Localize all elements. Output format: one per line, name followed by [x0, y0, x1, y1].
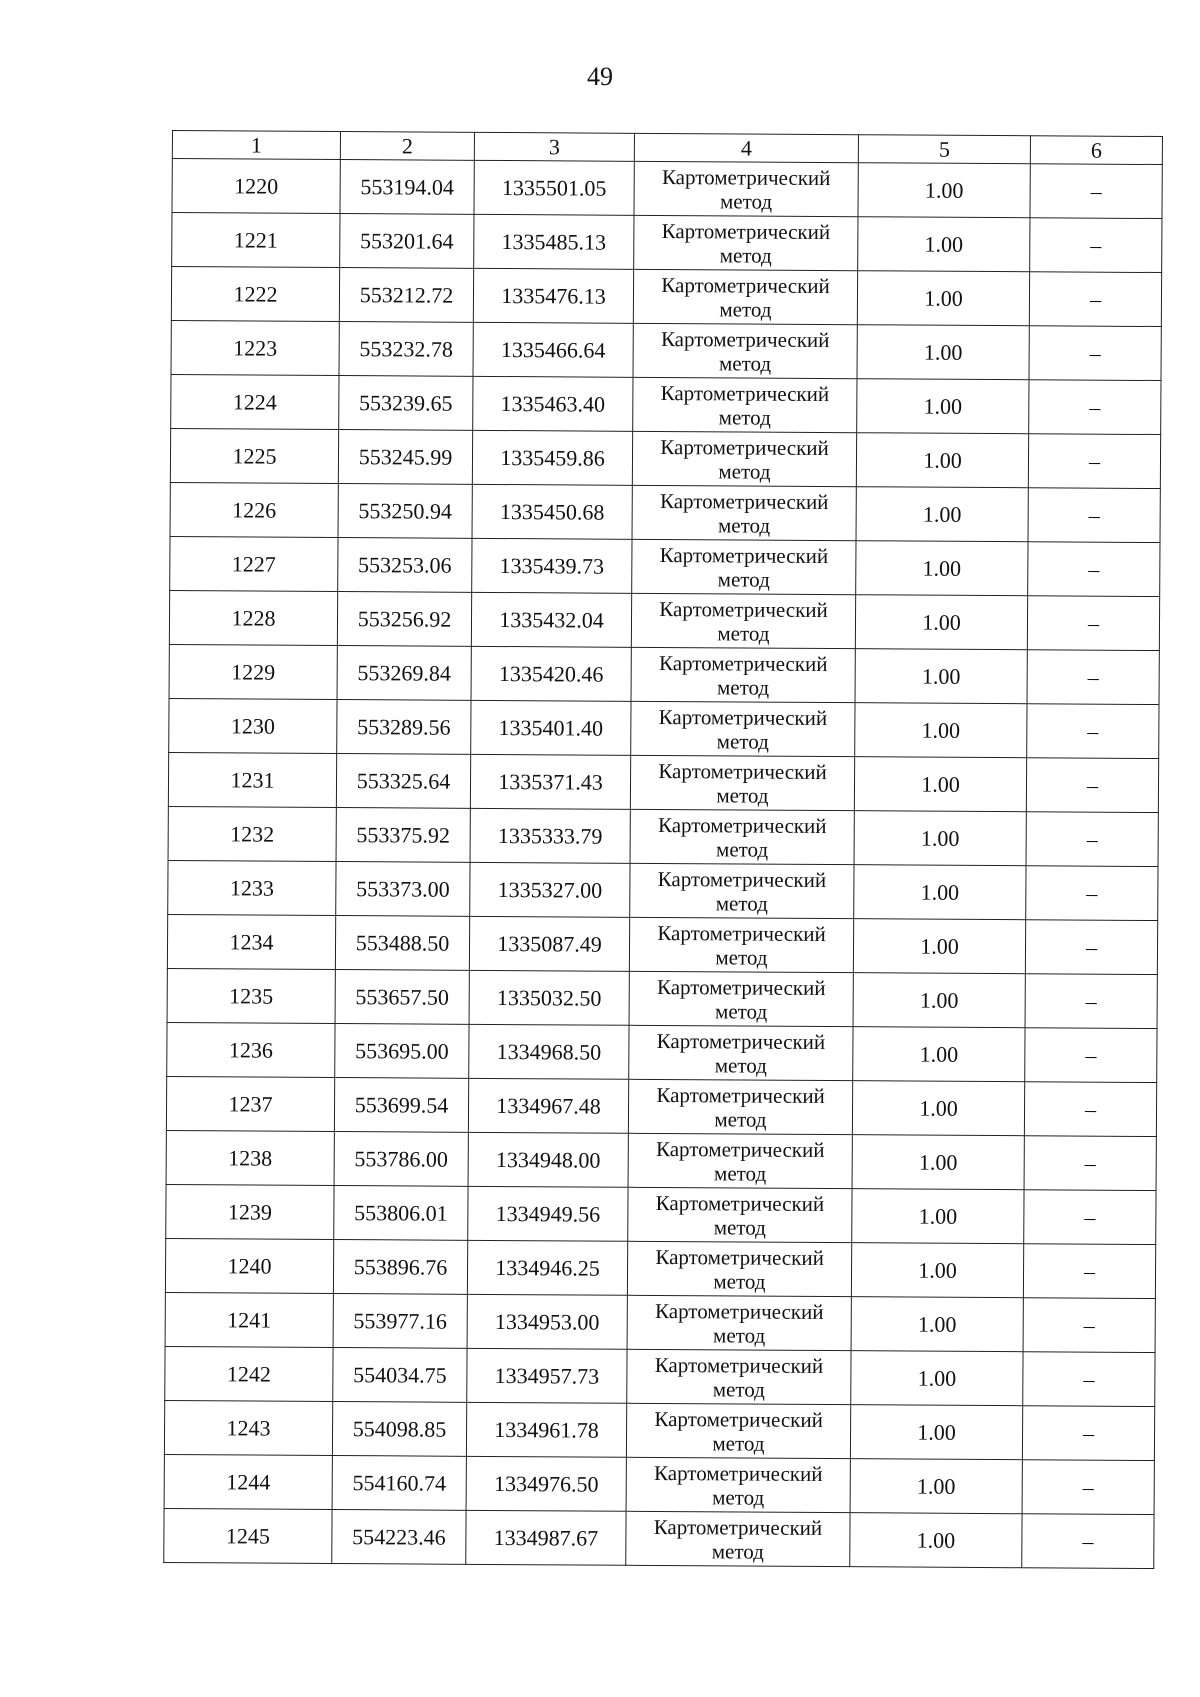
y-coordinate-cell: 1335466.64 — [473, 322, 633, 377]
method-line: метод — [719, 188, 773, 214]
method-line: Картометрический — [660, 434, 829, 460]
point-number-cell: 1229 — [169, 644, 337, 699]
y-coordinate-cell: 1334961.78 — [466, 1402, 626, 1457]
method-cell — [627, 1241, 851, 1296]
table-row — [164, 1400, 1154, 1460]
method-line: Картометрический — [653, 1514, 823, 1540]
method-line: метод — [717, 620, 770, 646]
method-cell — [633, 269, 857, 324]
accuracy-cell: 1.00 — [855, 703, 1027, 758]
table-row — [166, 1076, 1156, 1136]
accuracy-cell: 1.00 — [854, 865, 1026, 920]
method-cell — [628, 1079, 852, 1134]
method-line: метод — [714, 1052, 767, 1078]
note-cell: – — [1023, 1244, 1155, 1299]
x-coordinate-cell: 553269.84 — [337, 646, 471, 701]
method-line: метод — [715, 998, 768, 1024]
table-body — [164, 159, 1163, 1569]
method-line: Картометрический — [655, 1244, 824, 1270]
method-line: метод — [716, 674, 770, 700]
table-row — [165, 1238, 1155, 1298]
table-row — [165, 1292, 1155, 1352]
method-line: метод — [716, 782, 769, 808]
coordinates-table — [163, 130, 1163, 1569]
method-line: Картометрический — [659, 542, 829, 568]
method-cell — [633, 377, 857, 432]
method-line: Картометрический — [656, 1082, 825, 1108]
note-cell: – — [1024, 1082, 1156, 1137]
point-number-cell: 1223 — [171, 320, 339, 375]
x-coordinate-cell: 553232.78 — [339, 322, 473, 377]
accuracy-cell: 1.00 — [853, 919, 1025, 974]
point-number-cell: 1245 — [164, 1508, 332, 1563]
table-row — [168, 752, 1158, 812]
method-line: метод — [712, 1484, 765, 1510]
method-line: метод — [718, 350, 772, 376]
method-line: метод — [715, 836, 769, 862]
y-coordinate-cell: 1334957.73 — [467, 1348, 627, 1403]
method-line: Картометрический — [658, 704, 828, 730]
table-row — [167, 1022, 1157, 1082]
note-cell: – — [1023, 1298, 1155, 1353]
table-row — [170, 482, 1160, 542]
method-line: метод — [719, 242, 772, 268]
method-cell — [629, 917, 853, 972]
column-header: 1 — [172, 131, 340, 160]
note-cell: – — [1028, 488, 1160, 543]
accuracy-cell: 1.00 — [851, 1351, 1023, 1406]
method-cell — [630, 809, 854, 864]
y-coordinate-cell: 1334987.67 — [466, 1510, 626, 1565]
point-number-cell: 1242 — [165, 1346, 333, 1401]
point-number-cell: 1244 — [164, 1454, 332, 1509]
accuracy-cell: 1.00 — [850, 1513, 1022, 1568]
method-line: Картометрический — [655, 1190, 825, 1216]
y-coordinate-cell: 1335459.86 — [472, 430, 632, 485]
accuracy-cell: 1.00 — [858, 217, 1030, 272]
note-cell: – — [1026, 866, 1158, 921]
table-row — [164, 1454, 1154, 1514]
method-line: Картометрический — [661, 272, 830, 298]
x-coordinate-cell: 553786.00 — [334, 1132, 468, 1187]
x-coordinate-cell: 553657.50 — [335, 970, 469, 1025]
note-cell: – — [1026, 812, 1158, 867]
table-row — [168, 806, 1158, 866]
method-line: Картометрический — [658, 758, 827, 784]
point-number-cell: 1236 — [167, 1022, 335, 1077]
note-cell: – — [1022, 1406, 1154, 1461]
y-coordinate-cell: 1335401.40 — [471, 700, 631, 755]
x-coordinate-cell: 553245.99 — [338, 430, 472, 485]
page-number: 49 — [587, 62, 613, 91]
point-number-cell: 1243 — [164, 1400, 332, 1455]
note-cell: – — [1028, 542, 1160, 597]
method-cell — [634, 215, 858, 270]
method-line: метод — [714, 1160, 767, 1186]
point-number-cell: 1239 — [166, 1184, 334, 1239]
method-line: метод — [713, 1268, 766, 1294]
y-coordinate-cell: 1335439.73 — [472, 538, 632, 593]
table-row — [166, 1130, 1156, 1190]
table-row — [170, 428, 1160, 488]
method-cell — [626, 1511, 850, 1566]
method-line: метод — [712, 1376, 765, 1402]
note-cell: – — [1022, 1514, 1154, 1569]
accuracy-cell: 1.00 — [856, 541, 1028, 596]
accuracy-cell: 1.00 — [854, 757, 1026, 812]
x-coordinate-cell: 553806.01 — [334, 1186, 468, 1241]
x-coordinate-cell: 553325.64 — [336, 754, 470, 809]
column-header: 3 — [474, 132, 634, 161]
method-cell — [631, 647, 855, 702]
method-line: Картометрический — [654, 1352, 824, 1378]
x-coordinate-cell: 553375.92 — [336, 808, 470, 863]
y-coordinate-cell: 1334948.00 — [468, 1132, 628, 1187]
y-coordinate-cell: 1335371.43 — [470, 754, 630, 809]
accuracy-cell: 1.00 — [856, 487, 1028, 542]
y-coordinate-cell: 1335463.40 — [473, 376, 633, 431]
point-number-cell: 1225 — [170, 428, 338, 483]
method-line: Картометрический — [661, 164, 831, 190]
x-coordinate-cell: 554098.85 — [332, 1402, 466, 1457]
point-number-cell: 1226 — [170, 482, 338, 537]
note-cell: – — [1025, 974, 1157, 1029]
note-cell: – — [1024, 1136, 1156, 1191]
x-coordinate-cell: 553373.00 — [336, 862, 470, 917]
point-number-cell: 1233 — [168, 860, 336, 915]
table-row — [168, 860, 1158, 920]
method-line: метод — [714, 1106, 767, 1132]
note-cell: – — [1029, 326, 1161, 381]
point-number-cell: 1227 — [170, 536, 338, 591]
accuracy-cell: 1.00 — [853, 1027, 1025, 1082]
method-cell — [632, 431, 856, 486]
point-number-cell: 1240 — [165, 1238, 333, 1293]
method-line: метод — [711, 1538, 764, 1564]
method-cell — [627, 1295, 851, 1350]
accuracy-cell: 1.00 — [857, 379, 1029, 434]
point-number-cell: 1238 — [166, 1130, 334, 1185]
x-coordinate-cell: 553289.56 — [337, 700, 471, 755]
note-cell: – — [1023, 1352, 1155, 1407]
accuracy-cell: 1.00 — [856, 433, 1028, 488]
method-line: Картометрический — [660, 380, 830, 406]
accuracy-cell: 1.00 — [851, 1297, 1023, 1352]
method-cell — [631, 701, 855, 756]
point-number-cell: 1222 — [171, 267, 339, 322]
method-line: Картометрический — [655, 1136, 825, 1162]
point-number-cell: 1220 — [172, 159, 340, 214]
accuracy-cell: 1.00 — [852, 1081, 1024, 1136]
accuracy-cell: 1.00 — [850, 1459, 1022, 1514]
method-line: метод — [713, 1322, 766, 1348]
y-coordinate-cell: 1335327.00 — [470, 862, 630, 917]
column-header: 6 — [1030, 136, 1162, 165]
table-row — [165, 1346, 1155, 1406]
note-cell: – — [1029, 272, 1161, 327]
accuracy-cell: 1.00 — [850, 1405, 1022, 1460]
table-row — [171, 320, 1161, 380]
point-number-cell: 1224 — [171, 374, 339, 429]
table-row — [166, 1184, 1156, 1244]
method-line: метод — [717, 566, 770, 592]
x-coordinate-cell: 553201.64 — [340, 214, 474, 269]
method-line: Картометрический — [658, 650, 828, 676]
method-cell — [629, 971, 853, 1026]
method-line: метод — [713, 1214, 766, 1240]
method-cell — [630, 755, 854, 810]
y-coordinate-cell: 1334967.48 — [468, 1078, 628, 1133]
method-cell — [631, 593, 855, 648]
method-cell — [632, 539, 856, 594]
accuracy-cell: 1.00 — [852, 1189, 1024, 1244]
x-coordinate-cell: 553250.94 — [338, 484, 472, 539]
accuracy-cell: 1.00 — [857, 271, 1029, 326]
table-row — [171, 374, 1161, 434]
method-line: Картометрический — [657, 866, 827, 892]
y-coordinate-cell: 1335476.13 — [473, 268, 633, 323]
table-row — [171, 267, 1161, 327]
point-number-cell: 1231 — [168, 752, 336, 807]
method-line: Картометрический — [654, 1460, 823, 1486]
method-line: Картометрический — [659, 488, 829, 514]
method-line: Картометрический — [660, 326, 830, 352]
method-line: метод — [719, 296, 772, 322]
x-coordinate-cell: 553239.65 — [339, 376, 473, 431]
method-line: метод — [715, 944, 768, 970]
method-cell — [629, 1025, 853, 1080]
y-coordinate-cell: 1335032.50 — [469, 970, 629, 1025]
point-number-cell: 1235 — [167, 968, 335, 1023]
note-cell: – — [1022, 1460, 1154, 1515]
x-coordinate-cell: 553256.92 — [337, 592, 471, 647]
table-row — [169, 590, 1159, 650]
method-line: метод — [712, 1430, 765, 1456]
column-header: 2 — [340, 132, 474, 161]
x-coordinate-cell: 554223.46 — [332, 1510, 466, 1565]
y-coordinate-cell: 1335333.79 — [470, 808, 630, 863]
column-header: 5 — [858, 135, 1030, 164]
accuracy-cell: 1.00 — [858, 163, 1030, 218]
accuracy-cell: 1.00 — [855, 595, 1027, 650]
method-line: метод — [717, 512, 771, 538]
note-cell: – — [1028, 434, 1160, 489]
method-cell — [633, 323, 857, 378]
accuracy-cell: 1.00 — [851, 1243, 1023, 1298]
column-header: 4 — [634, 133, 858, 162]
x-coordinate-cell: 553488.50 — [335, 916, 469, 971]
point-number-cell: 1232 — [168, 806, 336, 861]
y-coordinate-cell: 1335450.68 — [472, 484, 632, 539]
method-line: Картометрический — [656, 1028, 826, 1054]
x-coordinate-cell: 553896.76 — [333, 1240, 467, 1295]
note-cell: – — [1030, 164, 1162, 219]
method-line: метод — [718, 404, 771, 430]
y-coordinate-cell: 1335501.05 — [474, 160, 634, 215]
x-coordinate-cell: 554034.75 — [333, 1348, 467, 1403]
note-cell: – — [1027, 650, 1159, 705]
method-cell — [626, 1457, 850, 1512]
table-row — [172, 213, 1162, 273]
y-coordinate-cell: 1334976.50 — [466, 1456, 626, 1511]
method-cell — [626, 1403, 850, 1458]
method-cell — [627, 1349, 851, 1404]
method-line: метод — [716, 728, 769, 754]
note-cell: – — [1027, 704, 1159, 759]
method-cell — [632, 485, 856, 540]
method-line: Картометрический — [656, 974, 826, 1000]
accuracy-cell: 1.00 — [857, 325, 1029, 380]
y-coordinate-cell: 1335420.46 — [471, 646, 631, 701]
method-cell — [634, 161, 858, 216]
table-row — [172, 159, 1162, 219]
y-coordinate-cell: 1334949.56 — [468, 1186, 628, 1241]
point-number-cell: 1237 — [166, 1076, 334, 1131]
method-line: Картометрический — [654, 1298, 824, 1324]
table-row — [169, 644, 1159, 704]
method-line: Картометрический — [654, 1406, 823, 1432]
point-number-cell: 1234 — [167, 914, 335, 969]
method-cell — [628, 1133, 852, 1188]
x-coordinate-cell: 554160.74 — [332, 1456, 466, 1511]
method-cell — [630, 863, 854, 918]
table-row — [164, 1508, 1154, 1568]
table-row — [169, 698, 1159, 758]
note-cell: – — [1029, 380, 1161, 435]
x-coordinate-cell: 553977.16 — [333, 1294, 467, 1349]
y-coordinate-cell: 1335087.49 — [469, 916, 629, 971]
method-line: Картометрический — [661, 218, 831, 244]
table-row — [170, 536, 1160, 596]
method-line: Картометрический — [657, 920, 826, 946]
note-cell: – — [1025, 920, 1157, 975]
note-cell: – — [1024, 1190, 1156, 1245]
point-number-cell: 1230 — [169, 698, 337, 753]
note-cell: – — [1030, 218, 1162, 273]
table-row — [167, 914, 1157, 974]
table-row — [167, 968, 1157, 1028]
y-coordinate-cell: 1334946.25 — [467, 1240, 627, 1295]
x-coordinate-cell: 553699.54 — [334, 1078, 468, 1133]
point-number-cell: 1241 — [165, 1292, 333, 1347]
note-cell: – — [1026, 758, 1158, 813]
x-coordinate-cell: 553194.04 — [340, 160, 474, 215]
y-coordinate-cell: 1334968.50 — [469, 1024, 629, 1079]
x-coordinate-cell: 553253.06 — [338, 538, 472, 593]
x-coordinate-cell: 553695.00 — [335, 1024, 469, 1079]
method-line: метод — [715, 890, 768, 916]
note-cell: – — [1025, 1028, 1157, 1083]
y-coordinate-cell: 1335485.13 — [474, 214, 634, 269]
point-number-cell: 1228 — [169, 590, 337, 645]
y-coordinate-cell: 1334953.00 — [467, 1294, 627, 1349]
accuracy-cell: 1.00 — [854, 811, 1026, 866]
method-line: Картометрический — [659, 596, 828, 622]
accuracy-cell: 1.00 — [853, 973, 1025, 1028]
point-number-cell: 1221 — [172, 213, 340, 268]
x-coordinate-cell: 553212.72 — [339, 268, 473, 323]
y-coordinate-cell: 1335432.04 — [471, 592, 631, 647]
method-line: Картометрический — [657, 812, 827, 838]
accuracy-cell: 1.00 — [855, 649, 1027, 704]
accuracy-cell: 1.00 — [852, 1135, 1024, 1190]
note-cell: – — [1027, 596, 1159, 651]
method-line: метод — [718, 458, 771, 484]
method-cell — [628, 1187, 852, 1242]
